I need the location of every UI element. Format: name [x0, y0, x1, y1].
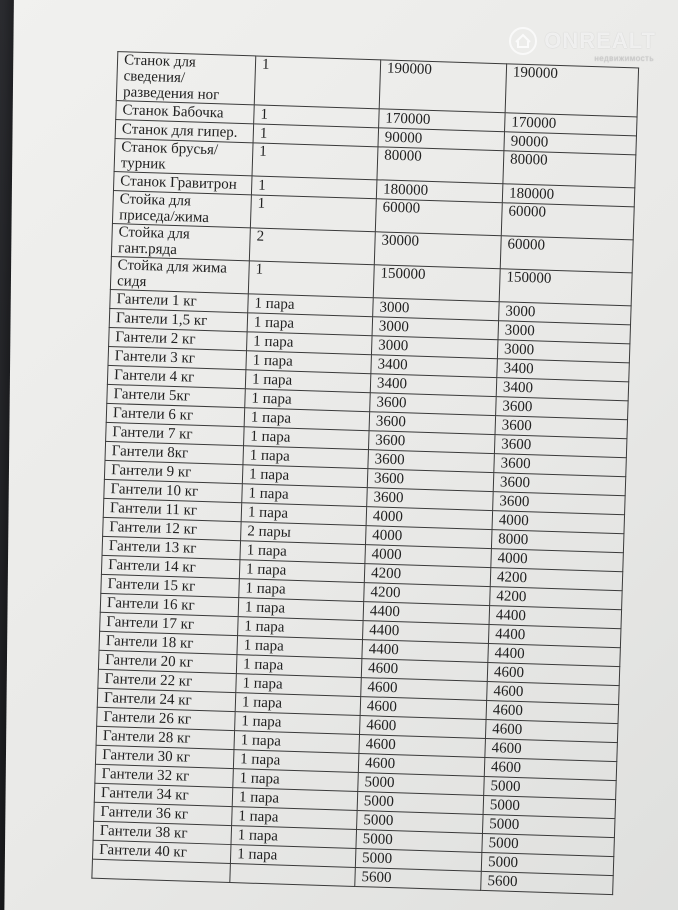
price-table: [91, 51, 639, 895]
item-name-cell: Стойка для жима сидя: [110, 257, 249, 294]
item-name-cell: Гантели 17 кг: [100, 612, 239, 635]
unit-price-cell: 4200: [364, 583, 491, 606]
unit-price-cell: 4600: [359, 735, 486, 758]
unit-price-cell: 3600: [367, 488, 494, 511]
total-price-cell: 3400: [496, 378, 629, 401]
total-price-cell: 3600: [496, 397, 629, 420]
quantity-cell: 1 пара: [232, 788, 358, 811]
item-name-cell: Гантели 5кг: [107, 384, 246, 407]
item-name-cell: Станок брусья/турник: [114, 139, 253, 176]
quantity-cell: 1: [248, 261, 374, 298]
quantity-cell: 1: [254, 105, 380, 128]
item-name-cell: Гантели 18 кг: [99, 631, 238, 654]
item-name-cell: Гантели 32 кг: [95, 764, 234, 787]
unit-price-cell: 5000: [357, 810, 484, 833]
total-price-cell: 5000: [482, 833, 615, 856]
total-price-cell: 3000: [498, 321, 631, 344]
item-name-cell: Гантели 16 кг: [100, 593, 239, 616]
unit-price-cell: 4600: [360, 716, 487, 739]
unit-price-cell: 5000: [355, 848, 482, 871]
total-price-cell: 4600: [487, 682, 620, 705]
quantity-cell: 1: [251, 176, 377, 199]
total-price-cell: 5000: [482, 814, 615, 837]
total-price-cell: 4200: [490, 568, 623, 591]
unit-price-cell: 180000: [376, 180, 503, 203]
unit-price-cell: 4200: [364, 564, 491, 587]
quantity-cell: 1 пара: [242, 484, 368, 507]
unit-price-cell: 3600: [367, 469, 494, 492]
unit-price-cell: 190000: [379, 60, 506, 113]
item-name-cell: Гантели 8кг: [105, 441, 244, 464]
total-price-cell: 8000: [491, 530, 624, 553]
unit-price-cell: 5000: [358, 773, 485, 796]
total-price-cell: 90000: [504, 132, 637, 155]
quantity-cell: 1 пара: [235, 712, 361, 735]
quantity-cell: 1 пара: [247, 332, 373, 355]
unit-price-cell: 4600: [360, 697, 487, 720]
quantity-cell: 1 пара: [247, 313, 373, 336]
total-price-cell: 4600: [486, 701, 619, 724]
quantity-cell: 1 пара: [239, 560, 365, 583]
quantity-cell: 1 пара: [236, 674, 362, 697]
unit-price-cell: 4400: [363, 602, 490, 625]
item-name-cell: Гантели 26 кг: [97, 707, 236, 730]
item-name-cell: Гантели 24 кг: [97, 688, 236, 711]
total-price-cell: 60000: [501, 203, 634, 240]
unit-price-cell: 3000: [373, 298, 500, 321]
quantity-cell: 1 пара: [230, 845, 356, 868]
item-name-cell: Гантели 15 кг: [101, 574, 240, 597]
item-name-cell: Гантели 11 кг: [103, 498, 242, 521]
unit-price-cell: 4000: [365, 526, 492, 549]
item-name-cell: Гантели 4 кг: [107, 365, 246, 388]
unit-price-cell: 3600: [369, 412, 496, 435]
quantity-cell: 1 пара: [237, 636, 363, 659]
quantity-cell: 1 пара: [244, 427, 370, 450]
total-price-cell: 3400: [497, 359, 630, 382]
unit-price-cell: 3400: [370, 374, 497, 397]
unit-price-cell: 5000: [357, 792, 484, 815]
total-price-cell: 80000: [503, 151, 636, 188]
total-price-cell: 5000: [481, 852, 614, 875]
quantity-cell: 1: [250, 195, 376, 232]
quantity-cell: 1 пара: [243, 446, 369, 469]
total-price-cell: 4600: [485, 738, 618, 761]
quantity-cell: 1 пара: [235, 693, 361, 716]
unit-price-cell: 150000: [373, 265, 500, 302]
item-name-cell: Гантели 7 кг: [106, 422, 245, 445]
total-price-cell: 3000: [497, 340, 630, 363]
quantity-cell: 1 пара: [240, 541, 366, 564]
unit-price-cell: 4000: [366, 507, 493, 530]
item-name-cell: Гантели 6 кг: [106, 403, 245, 426]
watermark-logo: [508, 26, 656, 63]
unit-price-cell: 3000: [372, 317, 499, 340]
item-name-cell: Гантели 34 кг: [94, 783, 233, 806]
item-name-cell: Гантели 3 кг: [108, 346, 247, 369]
total-price-cell: 60000: [500, 236, 633, 273]
unit-price-cell: 4000: [365, 545, 492, 568]
item-name-cell: Стойка для приседа/жима: [112, 191, 251, 228]
item-name-cell: Станок для гипер.: [115, 120, 254, 143]
item-name-cell: Гантели 20 кг: [98, 650, 237, 673]
total-price-cell: 4200: [490, 587, 623, 610]
quantity-cell: 1: [253, 124, 379, 147]
item-name-cell: Гантели 22 кг: [98, 669, 237, 692]
item-name-cell: Станок Бабочка: [116, 101, 255, 124]
total-price-cell: 4400: [488, 644, 621, 667]
watermark-subtitle: недвижимость: [594, 54, 654, 63]
total-price-cell: 5000: [483, 795, 616, 818]
total-price-cell: 4400: [488, 625, 621, 648]
total-price-cell: 4600: [485, 719, 618, 742]
quantity-cell: 1 пара: [231, 826, 357, 849]
total-price-cell: 4000: [491, 549, 624, 572]
item-name-cell: Гантели 1 кг: [110, 289, 249, 312]
unit-price-cell: 60000: [375, 199, 502, 236]
quantity-cell: 1 пара: [241, 503, 367, 526]
unit-price-cell: 30000: [374, 232, 501, 269]
quantity-cell: 1 пара: [236, 655, 362, 678]
quantity-cell: 1 пара: [245, 370, 371, 393]
item-name-cell: Гантели 1,5 кг: [109, 308, 248, 331]
quantity-cell: 1 пара: [238, 617, 364, 640]
quantity-cell: 1 пара: [232, 807, 358, 830]
total-price-cell: 3600: [494, 454, 627, 477]
total-price-cell: 3600: [493, 492, 626, 515]
house-icon: [508, 26, 538, 56]
quantity-cell: 1 пара: [233, 769, 359, 792]
unit-price-cell: 3000: [371, 336, 498, 359]
quantity-cell: 1 пара: [239, 579, 365, 602]
unit-price-cell: 4400: [363, 621, 490, 644]
total-price-cell: 4600: [487, 663, 620, 686]
quantity-cell: 2 пары: [241, 522, 367, 545]
unit-price-cell: 4600: [358, 754, 485, 777]
total-price-cell: 4400: [489, 606, 622, 629]
item-name-cell: Гантели 12 кг: [103, 517, 242, 540]
quantity-cell: 1: [252, 143, 378, 180]
item-name-cell: Гантели 30 кг: [95, 745, 234, 768]
quantity-cell: 1 пара: [233, 750, 359, 773]
total-price-cell: 4000: [492, 511, 625, 534]
unit-price-cell: 3600: [368, 431, 495, 454]
unit-price-cell: 5000: [356, 829, 483, 852]
quantity-cell: 1 пара: [246, 351, 372, 374]
item-name-cell: Гантели 14 кг: [101, 555, 240, 578]
item-name-cell: Гантели 28 кг: [96, 726, 235, 749]
total-price-cell: 4600: [484, 757, 617, 780]
unit-price-cell: 4600: [361, 678, 488, 701]
price-table-body: [92, 52, 639, 895]
item-name-cell: Станок Гравитрон: [113, 172, 252, 195]
item-name-cell: Гантели 10 кг: [104, 479, 243, 502]
item-name-cell: Станок для сведения/разведения ног: [116, 52, 255, 105]
item-name-cell: Стойка для гант.ряда: [111, 224, 250, 261]
unit-price-cell: 3400: [371, 355, 498, 378]
unit-price-cell: 170000: [379, 109, 506, 132]
unit-price-cell: 4400: [362, 640, 489, 663]
total-price-cell: 180000: [502, 184, 635, 207]
total-price-cell: 3600: [493, 473, 626, 496]
quantity-cell: 1 пара: [248, 294, 374, 317]
total-price-cell: 3600: [494, 435, 627, 458]
quantity-cell: [230, 864, 356, 887]
unit-price-cell: 90000: [378, 128, 505, 151]
item-name-cell: [92, 859, 231, 882]
item-name-cell: Гантели 2 кг: [109, 327, 248, 350]
item-name-cell: Гантели 40 кг: [92, 840, 231, 863]
unit-price-cell: 3600: [368, 450, 495, 473]
total-price-cell: 170000: [505, 113, 638, 136]
item-name-cell: Гантели 38 кг: [93, 821, 232, 844]
unit-price-cell: 80000: [377, 147, 504, 184]
quantity-cell: 1 пара: [245, 389, 371, 412]
unit-price-cell: 3600: [370, 393, 497, 416]
quantity-cell: 1: [254, 56, 380, 109]
item-name-cell: Гантели 9 кг: [104, 460, 243, 483]
unit-price-cell: 4600: [361, 659, 488, 682]
total-price-cell: 150000: [499, 269, 632, 306]
total-price-cell: 5600: [481, 871, 614, 894]
item-name-cell: Гантели 36 кг: [94, 802, 233, 825]
quantity-cell: 1 пара: [238, 598, 364, 621]
unit-price-cell: 5600: [355, 867, 482, 890]
quantity-cell: 1 пара: [242, 465, 368, 488]
paper-sheet: [4, 0, 678, 910]
watermark-brand: ONREALT: [544, 28, 656, 53]
quantity-cell: 1 пара: [244, 408, 370, 431]
item-name-cell: Гантели 13 кг: [102, 536, 241, 559]
quantity-cell: 1 пара: [234, 731, 360, 754]
total-price-cell: 3600: [495, 416, 628, 439]
total-price-cell: 190000: [505, 64, 638, 117]
total-price-cell: 5000: [484, 776, 617, 799]
total-price-cell: 3000: [499, 302, 632, 325]
quantity-cell: 2: [249, 228, 375, 265]
